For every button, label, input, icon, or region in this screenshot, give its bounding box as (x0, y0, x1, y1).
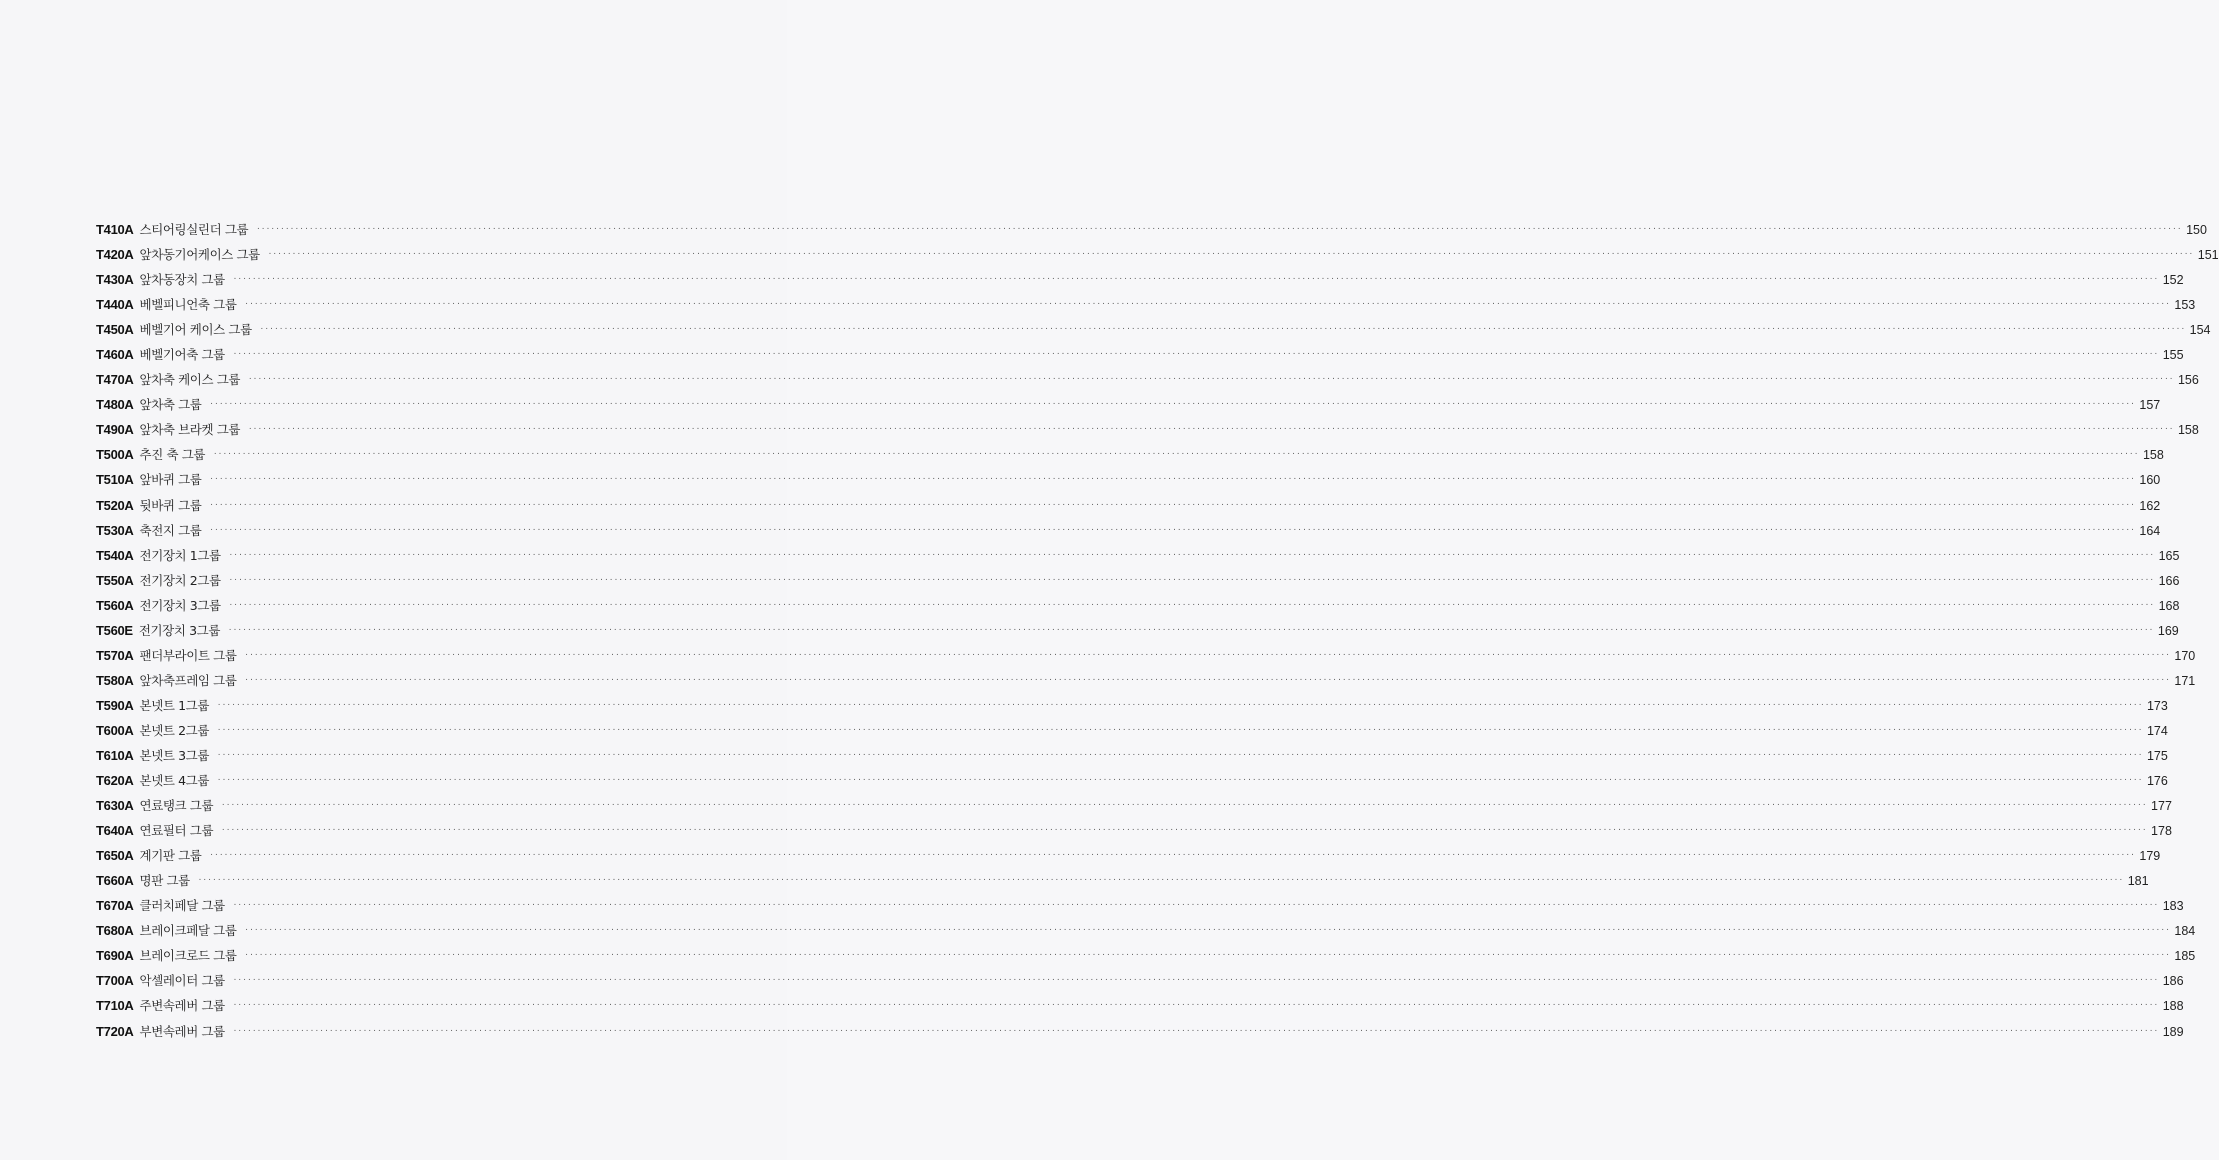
toc-entry-title: 브레이크페달 그룹 (139, 923, 237, 939)
toc-entry (96, 593, 2180, 618)
toc-entry-title: 뒷바퀴 그룹 (139, 497, 202, 513)
toc-entry (96, 893, 2184, 918)
toc-entry-title: 악셀레이터 그룹 (139, 973, 225, 989)
toc-dot-leader: ················································································································································································································································································································································································································ (209, 525, 2136, 534)
toc-entry-page-number: 166 (2158, 573, 2180, 588)
toc-entry (96, 292, 2196, 317)
toc-entry (96, 417, 2199, 442)
toc-entry-page-number: 185 (2174, 949, 2196, 964)
toc-dot-leader: ················································································································································································································································································································································································································ (244, 650, 2171, 659)
toc-entry-page-number: 156 (2177, 373, 2199, 388)
toc-entry-code: T660A (96, 873, 134, 889)
toc-entry-code: T540A (96, 547, 134, 563)
toc-entry-title: 본넷트 1그룹 (139, 697, 210, 713)
toc-dot-leader: ················································································································································································································································································································································································································ (248, 375, 2174, 384)
toc-entry-title: 추진 축 그룹 (139, 447, 206, 463)
toc-dot-leader: ················································································································································································································································································································································································································ (228, 550, 2155, 559)
toc-entry-page-number: 177 (2151, 799, 2172, 814)
toc-dot-leader: ················································································································································································································································································································································································································ (244, 926, 2171, 935)
toc-entry-title: 스티어링실린더 그룹 (139, 222, 249, 237)
toc-entry (96, 342, 2184, 367)
toc-dot-leader: ················································································································································································································································································································································································································ (209, 475, 2136, 484)
toc-entry-code: T550A (96, 572, 134, 588)
toc-dot-leader: ················································································································································································································································································································································································································ (209, 400, 2136, 409)
toc-entry-page-number: 162 (2139, 498, 2161, 513)
toc-entry-code: T470A (96, 372, 134, 388)
toc-dot-leader: ················································································································································································································································································································································································································ (197, 876, 2124, 885)
toc-dot-leader: ················································································································································································································································································································································································································ (267, 250, 2194, 259)
toc-entry-page-number: 176 (2146, 774, 2168, 789)
toc-entry-title: 전기장치 2그룹 (139, 572, 221, 588)
toc-entry-page-number: 173 (2146, 698, 2168, 713)
toc-entry (96, 568, 2180, 593)
toc-entry-title: 본넷트 3그룹 (139, 747, 210, 763)
toc-entry-title: 본넷트 4그룹 (139, 773, 210, 789)
toc-entry-title: 축전지 그룹 (139, 522, 202, 538)
toc-entry-page-number: 158 (2177, 423, 2199, 438)
toc-entry-page-number: 157 (2139, 398, 2161, 413)
toc-entry (96, 317, 2211, 342)
toc-entry (96, 217, 2207, 242)
toc-entry-code: T710A (96, 998, 134, 1014)
toc-entry-page-number: 150 (2186, 223, 2207, 237)
toc-entry-title: 베벨기어축 그룹 (139, 347, 225, 363)
toc-entry-page-number: 160 (2139, 473, 2161, 488)
toc-entry-code: T440A (96, 297, 134, 313)
toc-dot-leader: ················································································································································································································································································································································································································ (221, 826, 2147, 835)
toc-entry-title: 주변속레버 그룹 (139, 998, 225, 1014)
toc-entry (96, 392, 2161, 417)
toc-dot-leader: ················································································································································································································································································································································································································ (248, 425, 2174, 434)
toc-entry (96, 993, 2184, 1018)
toc-entry-code: T560E (96, 622, 133, 638)
toc-entry-code: T530A (96, 522, 134, 538)
toc-entry-code: T720A (96, 1023, 134, 1039)
toc-dot-leader: ················································································································································································································································································································································································································ (232, 1001, 2159, 1010)
toc-entry (96, 943, 2196, 968)
toc-entry-page-number: 168 (2158, 598, 2180, 613)
toc-dot-leader: ················································································································································································································································································································································································································ (244, 951, 2171, 960)
toc-dot-leader: ················································································································································································································································································································································································································ (256, 225, 2182, 233)
toc-entry-code: T680A (96, 923, 134, 939)
toc-entry-page-number: 165 (2158, 548, 2180, 563)
toc-entry (96, 543, 2180, 568)
toc-entry-page-number: 181 (2127, 874, 2149, 889)
toc-entry-page-number: 152 (2162, 273, 2184, 288)
toc-entry-page-number: 184 (2174, 924, 2196, 939)
toc-entry-title: 앞차축 그룹 (139, 397, 202, 413)
toc-entry-code: T570A (96, 647, 134, 663)
toc-entry-code: T480A (96, 397, 134, 413)
toc-entry (96, 968, 2184, 993)
toc-entry-page-number: 158 (2142, 448, 2164, 463)
toc-entry-title: 본넷트 2그룹 (139, 722, 210, 738)
toc-dot-leader: ················································································································································································································································································································································································································ (232, 901, 2159, 910)
toc-entry-title: 전기장치 3그룹 (138, 622, 220, 638)
toc-entry-page-number: 170 (2174, 648, 2196, 663)
toc-entry-code: T650A (96, 848, 134, 864)
toc-entry-code: T590A (96, 697, 134, 713)
toc-entry-title: 앞차축 브라켓 그룹 (139, 422, 241, 438)
toc-entry-page-number: 155 (2162, 348, 2184, 363)
toc-entry-page-number: 174 (2146, 723, 2168, 738)
toc-dot-leader: ················································································································································································································································································································································································································ (217, 725, 2143, 734)
toc-dot-leader: ················································································································································································································································································································································································································ (217, 700, 2143, 709)
toc-dot-leader: ················································································································································································································································································································································································································ (213, 450, 2139, 459)
toc-dot-leader: ················································································································································································································································································································································································································ (217, 776, 2143, 785)
toc-entry-code: T690A (96, 948, 134, 964)
toc-entry-title: 앞바퀴 그룹 (139, 472, 202, 488)
toc-entry-title: 브레이크로드 그룹 (139, 948, 237, 964)
toc-entry-page-number: 179 (2139, 849, 2161, 864)
toc-entry (96, 718, 2168, 743)
toc-entry-code: T560A (96, 597, 134, 613)
toc-entry (96, 643, 2196, 668)
toc-entry-title: 베벨기어 케이스 그룹 (139, 322, 252, 338)
toc-entry (96, 467, 2161, 492)
toc-entry-code: T600A (96, 722, 134, 738)
toc-entry (96, 1019, 2184, 1044)
toc-entry-code: T510A (96, 472, 134, 488)
toc-dot-leader: ················································································································································································································································································································································································································ (217, 750, 2143, 759)
toc-dot-leader: ················································································································································································································································································································································································································ (232, 350, 2159, 359)
toc-entry-title: 앞차축 케이스 그룹 (139, 372, 241, 388)
toc-entry (96, 442, 2164, 467)
toc-entry-code: T460A (96, 347, 134, 363)
toc-entry (96, 618, 2179, 643)
toc-entry-page-number: 171 (2174, 673, 2196, 688)
toc-entry-title: 베벨피니언축 그룹 (139, 297, 237, 313)
toc-entry-code: T630A (96, 798, 134, 814)
toc-entry-code: T700A (96, 973, 134, 989)
toc-entry-title: 명판 그룹 (139, 873, 190, 889)
toc-entry (96, 793, 2172, 818)
toc-entry-page-number: 178 (2151, 824, 2172, 839)
toc-entry-page-number: 151 (2197, 248, 2219, 263)
toc-entry-page-number: 153 (2174, 298, 2196, 313)
toc-entry-page-number: 183 (2162, 899, 2184, 914)
toc-entry-code: T640A (96, 823, 134, 839)
toc-entry-title: 앞차동장치 그룹 (139, 272, 225, 288)
toc-entry (96, 743, 2168, 768)
toc-entry-page-number: 188 (2162, 999, 2184, 1014)
table-of-contents (96, 217, 2219, 1044)
toc-entry-code: T620A (96, 773, 134, 789)
toc-dot-leader: ················································································································································································································································································································································································································ (232, 1026, 2159, 1035)
toc-entry-title: 앞차동기어케이스 그룹 (139, 247, 260, 263)
toc-entry-title: 앞차축프레임 그룹 (139, 672, 237, 688)
toc-entry-title: 연료필터 그룹 (139, 823, 214, 839)
toc-entry-code: T490A (96, 422, 134, 438)
toc-entry (96, 267, 2184, 292)
toc-entry (96, 918, 2196, 943)
toc-entry-code: T500A (96, 447, 134, 463)
toc-entry-page-number: 154 (2189, 323, 2211, 338)
toc-entry (96, 768, 2168, 793)
toc-entry (96, 242, 2219, 267)
toc-dot-leader: ················································································································································································································································································································································································································ (209, 500, 2136, 509)
toc-entry (96, 843, 2161, 868)
toc-dot-leader: ················································································································································································································································································································································································································ (221, 801, 2147, 810)
toc-entry-title: 전기장치 3그룹 (139, 597, 221, 613)
toc-dot-leader: ················································································································································································································································································································································································································ (259, 325, 2186, 334)
toc-entry-title: 계기판 그룹 (139, 848, 202, 864)
toc-dot-leader: ················································································································································································································································································································································································································ (228, 600, 2155, 609)
toc-entry (96, 518, 2161, 543)
toc-dot-leader: ················································································································································································································································································································································································································ (232, 275, 2159, 284)
toc-entry-code: T580A (96, 672, 134, 688)
toc-dot-leader: ················································································································································································································································································································································································································ (232, 976, 2159, 985)
toc-entry-title: 팬더부라이트 그룹 (139, 647, 237, 663)
toc-entry (96, 668, 2196, 693)
toc-entry-code: T520A (96, 497, 134, 513)
toc-dot-leader: ················································································································································································································································································································································································································ (228, 625, 2154, 634)
toc-entry-page-number: 164 (2139, 523, 2161, 538)
toc-entry (96, 693, 2168, 718)
toc-entry-code: T670A (96, 898, 134, 914)
toc-entry-page-number: 169 (2157, 623, 2179, 638)
toc-entry (96, 493, 2161, 518)
toc-dot-leader: ················································································································································································································································································································································································································ (209, 851, 2136, 860)
toc-entry (96, 367, 2199, 392)
toc-entry-page-number: 186 (2162, 974, 2184, 989)
toc-entry-code: T610A (96, 747, 134, 763)
toc-dot-leader: ················································································································································································································································································································································································································ (244, 300, 2171, 309)
toc-entry-code: T450A (96, 322, 134, 338)
toc-entry (96, 868, 2149, 893)
toc-entry-title: 클러치페달 그룹 (139, 898, 225, 914)
toc-entry-page-number: 175 (2146, 748, 2168, 763)
toc-entry-code: T430A (96, 272, 134, 288)
toc-entry-title: 전기장치 1그룹 (139, 547, 221, 563)
toc-entry-code: T420A (96, 247, 134, 263)
toc-entry-page-number: 189 (2162, 1024, 2184, 1039)
toc-entry-title: 연료탱크 그룹 (139, 798, 214, 814)
toc-dot-leader: ················································································································································································································································································································································································································ (244, 675, 2171, 684)
toc-entry-title: 부변속레버 그룹 (139, 1023, 225, 1039)
toc-dot-leader: ················································································································································································································································································································································································································ (228, 575, 2155, 584)
toc-entry-code: T410A (96, 222, 134, 237)
toc-entry (96, 818, 2172, 843)
